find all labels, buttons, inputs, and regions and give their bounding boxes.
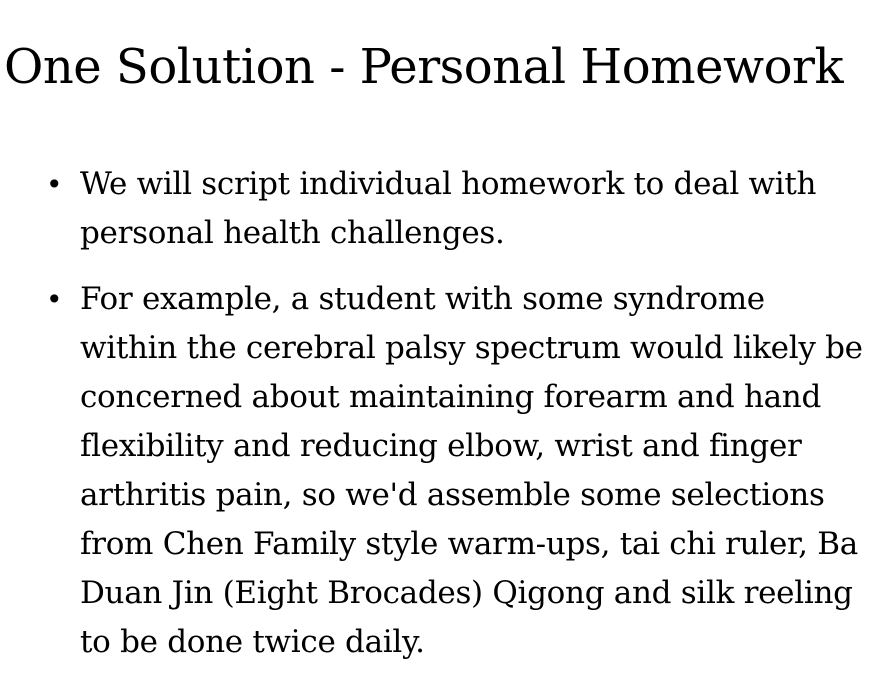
bullet-dot-icon: • — [46, 168, 63, 201]
bullet-text: For example, a student with some syndrome within the cerebral palsy spectrum would likely be concerned about maintaining forearm and hand flexibility and reducing elbow, wrist and finger arthritis pain, so we'd assemble some selections from Chen Family style warm-ups, tai chi ruler, Ba Duan Jin (Eight Brocades) Qigong and silk reeling to be done twice daily. — [80, 281, 863, 660]
slide-title: One Solution - Personal Homework — [4, 39, 844, 95]
bullet-text: We will script individual homework to deal with personal health challenges. — [80, 166, 817, 251]
bullet-dot-icon: • — [46, 283, 63, 316]
bullet-list — [46, 160, 866, 667]
bullet-item — [46, 275, 866, 667]
bullet-item — [46, 160, 866, 258]
